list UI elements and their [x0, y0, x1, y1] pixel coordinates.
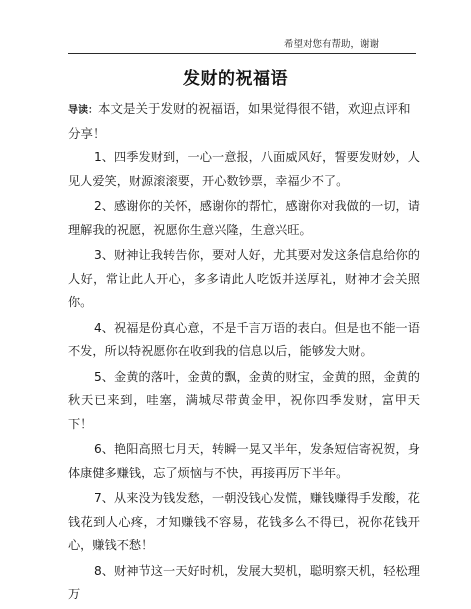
paragraph: 4、祝福是份真心意，不是千言万语的表白。但是也不能一语不发，所以特祝愿你在收到我的信息以后，能够发大财。 [68, 320, 420, 358]
paragraph: 6、艳阳高照七月天，转瞬一晃又半年，发条短信寄祝贺，身体康健多赚钱，忘了烦恼与不快，再接再厉下半年。 [68, 442, 420, 480]
intro-text: 本文是关于发财的祝福语，如果觉得很不错，欢迎点评和分享！ [68, 101, 411, 141]
intro-label: 导读： [68, 105, 98, 116]
document-title: 发财的祝福语 [183, 69, 288, 89]
header-note: 希望对您有帮助，谢谢 [283, 39, 379, 50]
header-divider [68, 53, 416, 54]
paragraph: 7、从来没为钱发愁，一朝没钱心发慌，赚钱赚得手发酸，花钱花到人心疼，才知赚钱不容易，花钱多么不得已，祝你花钱开心，赚钱不愁！ [68, 491, 420, 552]
paragraph: 2、感谢你的关怀，感谢你的帮忙，感谢你对我做的一切，请理解我的祝愿，祝愿你生意兴隆，生意兴旺。 [68, 199, 420, 237]
paragraph: 3、财神让我转告你，要对人好，尤其要对发这条信息给你的人好，常让此人开心，多多请此人吃饭并送厚礼，财神才会关照你。 [68, 248, 420, 309]
paragraph: 8、财神节这一天好时机，发展大契机，聪明察天机，轻松理万 [68, 563, 420, 601]
body-paragraphs [68, 146, 420, 609]
paragraph: 5、金黄的落叶，金黄的飘，金黄的财宝，金黄的照，金黄的秋天已来到，哇塞，满城尽带黄金甲，祝你四季发财，富甲天下！ [68, 369, 420, 431]
intro-paragraph [68, 97, 418, 145]
paragraph: 1、四季发财到，一心一意报，八面威风好，誓要发财妙，人见人爱笑，财源滚滚要，开心数钞票，幸福少不了。 [68, 150, 420, 188]
